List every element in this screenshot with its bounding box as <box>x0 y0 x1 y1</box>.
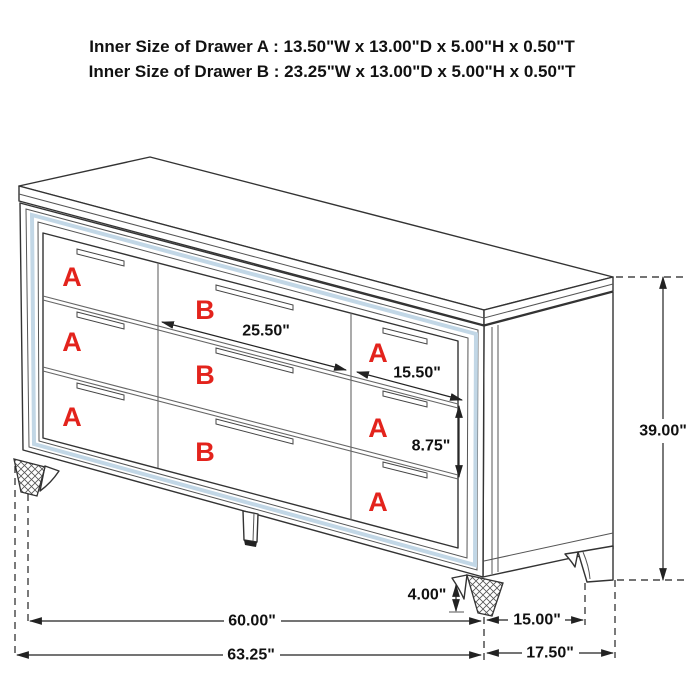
front-right-leg-bracket <box>452 575 467 599</box>
front-right-leg <box>452 575 503 616</box>
drawer-label-a1: A <box>62 262 82 292</box>
dim-total-height <box>616 277 692 580</box>
dim-side-leg-span <box>487 609 583 632</box>
title-block <box>89 37 576 81</box>
center-support-leg <box>243 511 258 547</box>
dim-total-depth-label: 17.50" <box>526 644 574 662</box>
title-line-drawer-b: Inner Size of Drawer B : 23.25"W x 13.00"D x 5.00"H x 0.50"T <box>88 62 576 81</box>
drawer-label-a2: A <box>62 327 82 357</box>
dim-total-depth <box>487 641 613 664</box>
dim-drawer-a-width-label: 15.50" <box>393 364 441 382</box>
drawer-label-b3: B <box>195 437 215 467</box>
drawer-label-a4: A <box>368 338 388 368</box>
dim-front-leg-span <box>30 609 481 632</box>
dim-leg-height <box>408 585 464 612</box>
drawer-label-a5: A <box>368 413 388 443</box>
title-line-drawer-a: Inner Size of Drawer A : 13.50"W x 13.00"D x 5.00"H x 0.50"T <box>89 37 575 56</box>
dresser-drawing <box>14 157 613 616</box>
drawer-label-a3: A <box>62 402 82 432</box>
dim-side-leg-span-label: 15.00" <box>513 611 561 629</box>
drawer-label-b1: B <box>195 295 215 325</box>
drawer-label-b2: B <box>195 360 215 390</box>
dresser-right-side <box>483 292 613 577</box>
dim-front-leg-span-label: 60.00" <box>228 612 276 630</box>
dim-total-width-label: 63.25" <box>227 646 275 664</box>
dim-drawer-front-height-label: 8.75" <box>411 437 451 455</box>
front-left-leg <box>14 459 59 496</box>
dim-total-width <box>17 643 481 666</box>
dim-total-height-label: 39.00" <box>639 422 687 440</box>
dim-leg-height-label: 4.00" <box>407 586 447 604</box>
dim-drawer-b-width-label: 25.50" <box>242 322 290 340</box>
drawer-label-a6: A <box>368 487 388 517</box>
